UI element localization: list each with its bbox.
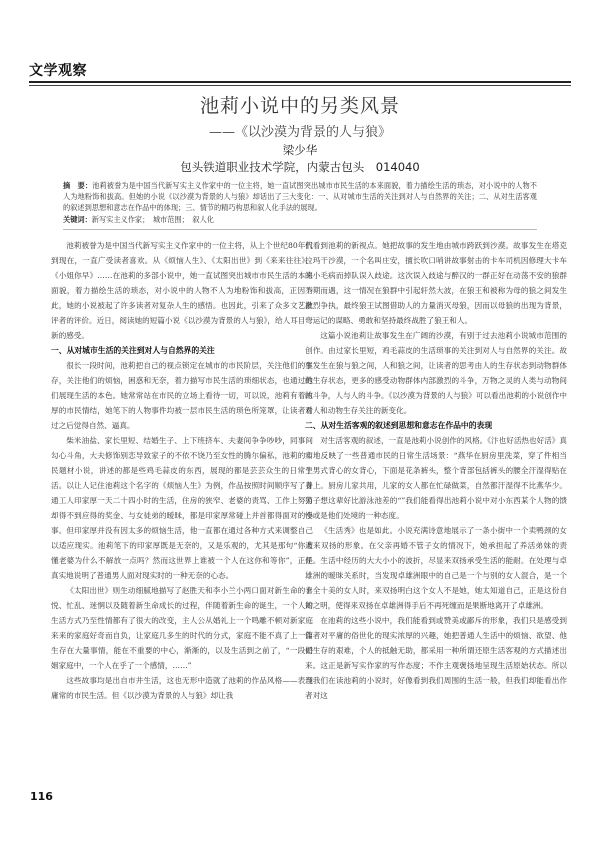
header-rule-thin: [29, 85, 571, 86]
keywords: [63, 214, 537, 225]
body-paragraph: 柴米油盐、家长里短、结婚生子、上下班挤车、夫妻间争争吵吵，同事间勾心斗角，大夫修饰别恋导致家子的不依不饶乃至女性的腾尔偏私，池莉的市民题材小说，讲述的都是些鸡毛蒜皮的东西，展现的都是芸芸众生的日常生活。以让人记住池莉这个名字的《烦恼人生》为例，作品按照时间顺序写了普通工人印家厚一天二十四小时的生活，住房的狭窄、老婆的责骂、工作上努力却得不到应得的奖金、与女徒弟的暧昧，都是印家厚常碰上并首都得面对的小事。但印家厚并没有因太多的烦恼生活，他一直都在通过各种方式来调整自己以适应现实。池莉笔下的印家厚既是无奈的，又是乐观的，尤其是那句“你遭懂老婆为什么不解放一点吗？然而这世界上谁被一个人在这你和等你”，正是真实地说明了普通男人面对现实时的一种无奈的心态。: [51, 436, 313, 580]
article-subtitle: ——《以沙漠为背景的人与狼》: [208, 125, 391, 140]
left-column: [51, 238, 313, 703]
right-column: [305, 238, 567, 703]
abstract-label: 摘 要：: [63, 181, 93, 190]
page-number: 116: [30, 790, 53, 803]
header-rule: [29, 81, 571, 83]
author-affiliation: 包头铁道职业技术学院，内蒙古包头 014040: [180, 160, 420, 174]
body-paragraph: 这些故事均是出自市井生活，这也无形中造就了池莉的作品风格——表现庸常的市民生活。但《以沙漠为背景的人与狼》却让我: [51, 676, 313, 700]
article-title: 池莉小说中的另类风景: [199, 95, 400, 117]
keywords-text: 新写实主义作家； 城市范围； 叙人化: [91, 215, 214, 224]
abstract-divider: [63, 229, 537, 230]
section-label: 文学观察: [29, 63, 87, 79]
author-name: 梁少华: [282, 143, 318, 157]
body-paragraph: 这篇小说池莉让故事发生在广阔的沙漠，有别于过去池莉小说城市范围的创作。由过家长里短，鸡毛蒜皮的生活琐事的关注到对人与自然界的关注。故事发生在狼与狼之间，人和狼之间，让读者的思考由人的生存状态到动物群体的生存状态，更多的感受动物群体内部激烈的斗争，万物之灵的人类与动物间的斗争，人与人的斗争。《以沙漠为背景的人与狼》可以看出池莉的小说创作中对人和动物生存关注的新变化。: [305, 331, 567, 415]
body-paragraph: 们看到池莉的新视点。她把故事的发生地由城市跨跃到沙漠。故事发生在塔克拉玛干沙漠，一个名叫庄安，擅长吹口哨讲故事射击的卡车司机因修理大卡车的小毛病而掉队误入歧途。这次误入歧途与醉汉的一群正好在动荡不安的狼群不期而遇，这一情况在狼群中引起轩然大波，在狼王和被称为母的狼之间发生激烈争执，最终狼王试图借助人的力量消灭母狼，因而以母狼的出现为背景，弯运记的谋略、勇敢和坚持最终战胜了狼王和人。: [305, 241, 567, 325]
body-paragraph: 池莉被誉为是中国当代新写实主义作家中的一位主将，从上个世纪80年代到现在，一直广受读者喜欢。从《烦恼人生》、《太阳出世》到《来来往往》、《小姐你早》……在池莉的多部小说中，她一直试图突出城市市民生活的本来面貌，着力描绘生活的琐态，对小说中的人物不人为地粉饰和拔高，正因为此，她的小说被起了许多读者对复杂人生的感悟。也因此，引来了众多文艺批评者的评价。近日，阅读她的短篇小说《以沙漠为背景的人与狼》，给人耳目一新的感受。: [51, 241, 313, 340]
abstract-text: 池莉被誉为是中国当代新写实主义作家中的一位主将，她一直试图突出城市市民生活的本来面貌，着力描绘生活的琐态，对小说中的人物不人为地粉饰和拔高。但她的小说《以沙漠为背景的人与狼》却话出了三大变化：一、从对城市生活的关注到对人与自然界的关注；二、从对生活客观的叙述到思想和意志在作品中的体现；三、情节的精巧构思和叙人化手法的展现。: [63, 181, 537, 212]
keywords-label: 关键词：: [63, 215, 92, 224]
body-paragraph: 《太阳出世》则生动细腻地描写了赵胜天和李小兰小两口面对新生命的喜悦、忙乱、迷惘以及随着新生命成长的过程，伴随着新生命的诞生，一个人的生活方式乃至性情都有了很大的改变，主人公从婚礼上一个鸣雕不顿对新家庭来来的家庭好奇而自负，让家庭几多生的时代的分式，家庭不能不真了上一篇生存在大量事情，能在不重要的中心，渐渐的，以及生活到之前了，“一段婚姻家庭中，一个人在乎了一个感情，……”: [51, 586, 313, 670]
body-paragraph: 在池莉的这些小说中，我们能看到或赞美或鄙斥的形象，我们只是感受到作者对平庸的俗世化的现实浓厚的兴趣，她把普通人生活中的烦恼、欲望、他们生存的艰难，个人的抵触无助，都采用一种所谓还原生活客观的方式描述出来。这正是新写实作家的写作态度；不作主观褒扬地呈现生活原始状态。所以当我们在读池莉的小说时，好像看到我们周围的生活一般，但我们却能看出作者对这: [305, 616, 567, 700]
section-heading: 一、从对城市生活的关注到对人与自然界的关注: [51, 346, 215, 355]
abstract: [63, 180, 537, 213]
body-paragraph: 《生活秀》也是如此。小说充满诗意地展示了一条小街中一个卖鸭颈的女人来双扬的形象。在父亲再婚不管子女的情况下，她承担起了养活弟妹的责任。生活中经历的大大小小的波折，尽显来双扬承受生活的能耐。在处理与卓雄洲的暧昧关系时，当发现卓雄洲眼中的自己是一个与别的女人混合，是一个十全十美的女人时，来双扬明白这个女人不是她，她太知道自己，正是这份自知之明，使得来双扬在卓雄洲得手后不再死缠而是果断地离开了卓雄洲。: [305, 526, 567, 610]
section-heading: 二、从对生活客观的叙述到思想和意志在作品中的表现: [305, 421, 493, 430]
body-paragraph: 很长一段时间，池莉把自己的视点锁定在城市的市民阶层，关注他们的生存，关注他们的烦恼，困惑和无奈，着力描写市民生活的琐细状态，也通过他们展现生活的本色。她常常站在市民的立场上看待一切，可以说，池莉有着浓厚的市民情结，她笔下的人物事件均被一层市民生活的琐色所笼罩，让读者看过之后觉得自然、逼真。: [51, 361, 313, 430]
body-paragraph: 对生活客观的叙述，一直是池莉小说创作的风格。《汴也好活热也好活》真实地反映了一些普通市民的日常生活场景：“燕华在厨房里洗菜，穿了件相当于男式背心的女背心，下面是花条裤头，整个背部包括裤头的腰全汗湿得贴在身上。厨房儿家共用，儿家的女人都在忙碌做菜，自然都汗湿得不比燕华少。猫子想这辈好比游泳池差的“”我们能看得出池莉小说中对小东西某个人物的馈慢或是他们处境的一种态度。: [305, 436, 567, 520]
